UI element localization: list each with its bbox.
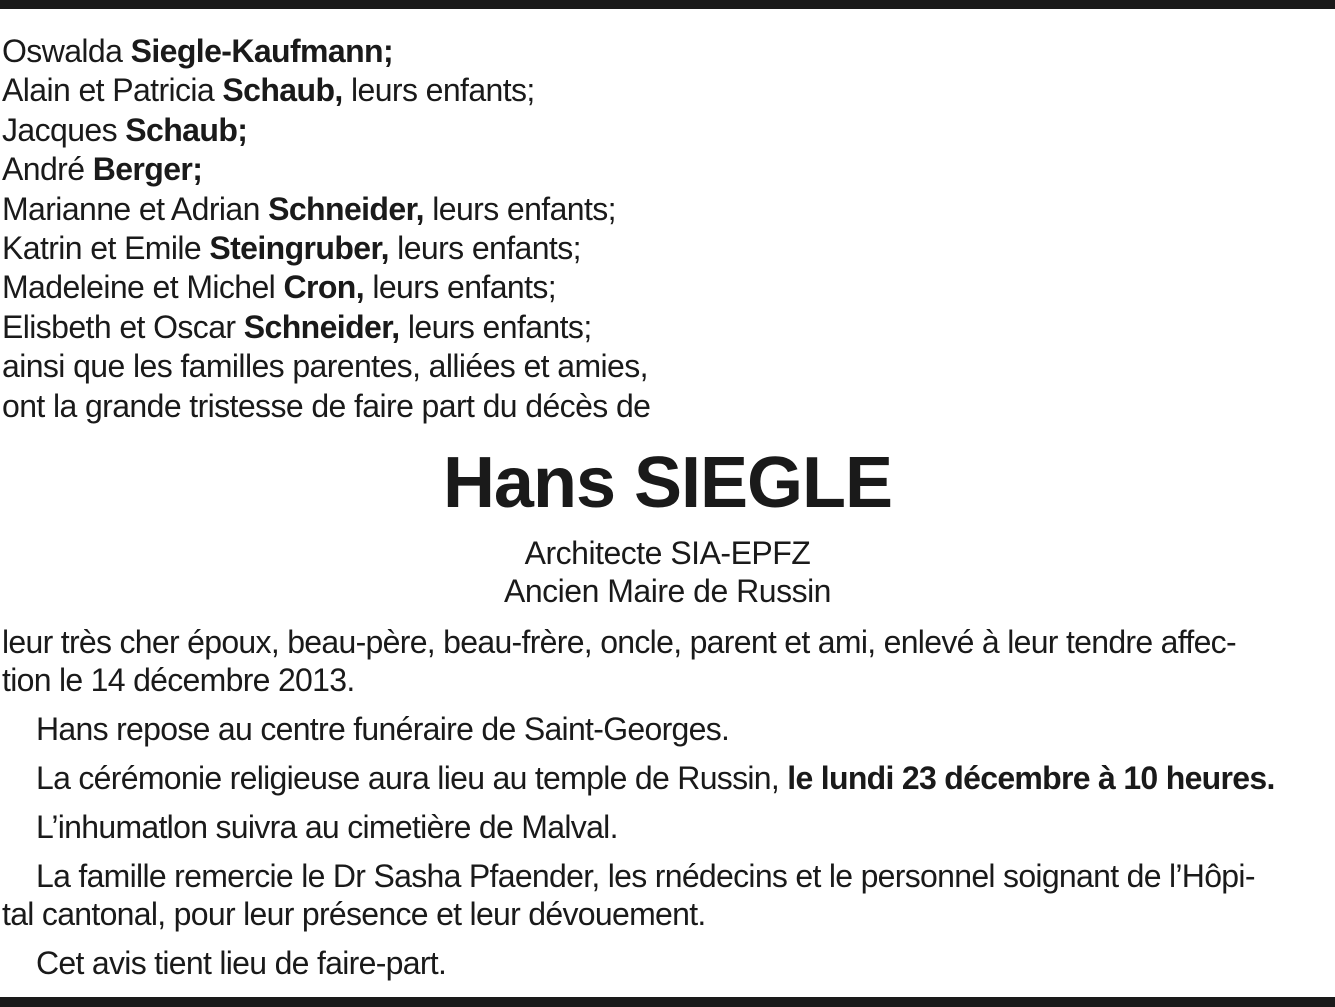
mourner-first-names: Elisbeth et Oscar [2,308,244,345]
mourner-line [2,71,1322,110]
bottom-border-rule [0,997,1335,1007]
mourner-surname: Schneider, [268,190,424,227]
families-line: ainsi que les familles parentes, alliées et amies, [2,348,648,385]
mourner-first-names: Marianne et Adrian [2,190,269,227]
deceased-name: Hans SIEGLE [442,443,893,523]
mourner-line [2,150,1322,189]
mourner-first-names: Alain et Patricia [2,72,223,109]
deceased-title-profession: Architecte SIA-EPFZ [524,535,811,571]
relation-line-2: tion le 14 décembre 2013. [2,662,355,698]
deceased-titles [0,534,1335,610]
mourner-surname: Steingruber, [209,230,389,267]
mourner-first-names: Katrin et Emile [2,230,210,267]
mourner-line [2,111,1322,150]
mourner-relation: leurs enfants; [342,72,535,109]
relation-paragraph [2,623,1332,699]
mourner-relation: leurs enfants; [364,269,557,306]
ceremony-date: le lundi 23 décembre à 10 heures. [787,760,1275,796]
notice-body [2,623,1332,993]
mourners-list [2,32,1322,426]
mourner-surname: Schaub; [125,111,248,148]
thanks-line-1: La famille remercie le Dr Sasha Pfaender, les rnédecins et le personnel soignant de l’Hôpi- [36,858,1255,894]
thanks-line-2: tal cantonal, pour leur présence et leur dévouement. [2,896,706,932]
mourner-surname: Schneider, [243,308,400,345]
burial-paragraph: L’inhumatlon suivra au cimetière de Malval. [36,809,618,845]
mourner-surname: Schaub, [222,72,343,109]
mourner-relation: leurs enfants; [423,190,616,227]
mourner-surname: Berger; [92,151,203,188]
mourner-first-names: André [2,151,93,188]
relation-line-1: leur très cher époux, beau-père, beau-frère, oncle, parent et ami, enlevé à leur tendre affec- [2,624,1236,660]
mourner-line [2,268,1322,307]
ceremony-paragraph [2,759,1332,797]
mourner-line [2,229,1322,268]
mourner-relation: leurs enfants; [388,230,581,267]
announcement-line: ont la grande tristesse de faire part du décès de [2,387,651,424]
mourner-first-names: Madeleine et Michel [2,269,284,306]
top-border-rule [0,0,1335,9]
ceremony-location: La cérémonie religieuse aura lieu au temple de Russin, [36,760,788,796]
deceased-title-mayor: Ancien Maire de Russin [504,573,831,609]
mourner-relation: leurs enfants; [399,308,592,345]
thanks-paragraph [2,857,1332,933]
repose-paragraph: Hans repose au centre funéraire de Saint-Georges. [36,711,730,747]
notice-paragraph: Cet avis tient lieu de faire-part. [36,945,447,981]
mourner-line [2,190,1322,229]
mourner-first-names: Oswalda [2,33,131,69]
mourner-surname: Siegle-Kaufmann; [130,33,394,69]
mourner-line [2,308,1322,347]
mourner-surname: Cron, [283,269,365,306]
mourner-line [2,32,1322,71]
mourner-first-names: Jacques [2,111,126,148]
